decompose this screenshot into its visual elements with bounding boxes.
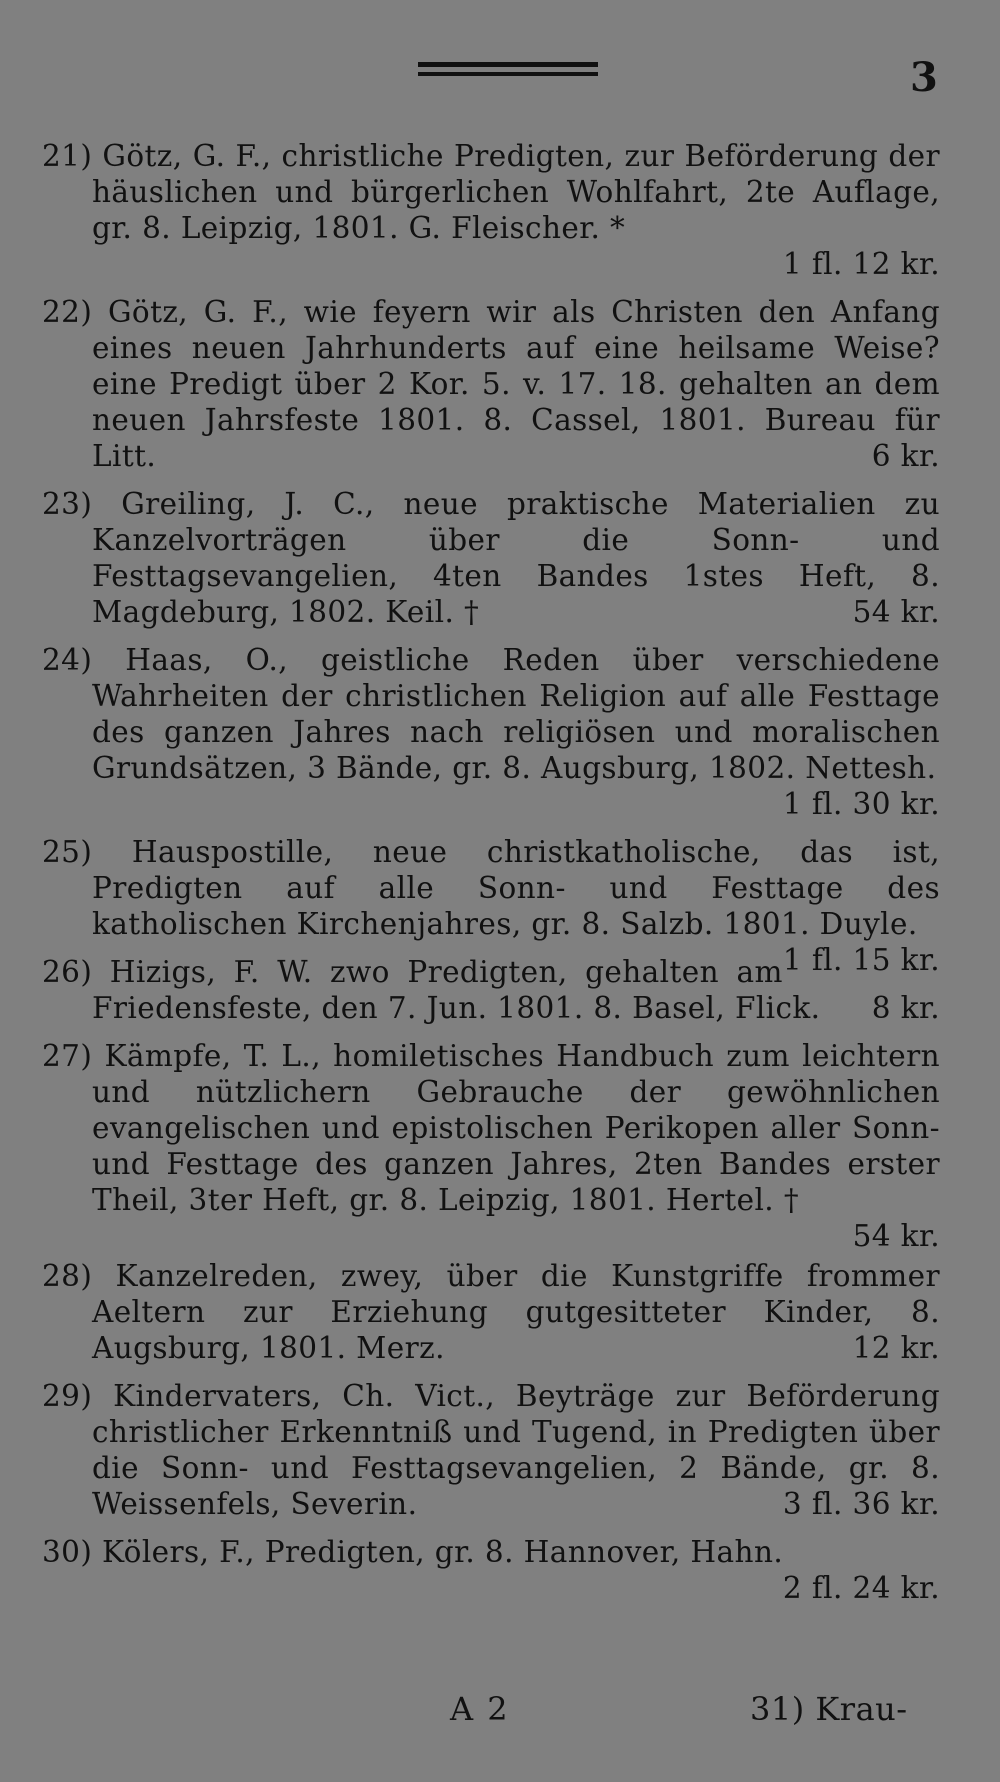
entry-price: 1 fl. 30 kr.	[782, 787, 940, 821]
list-item	[40, 294, 940, 474]
catchword: 31) Krau-	[750, 1690, 908, 1728]
entry-price: 54 kr.	[852, 595, 940, 629]
entry-text: 23) Greiling, J. C., neue praktische Materialien zu Kanzelvorträgen über die Sonn- und Festtagsevangelien, 4ten Bandes 1stes Heft, 8. Magdeburg, 1802. Keil. †	[42, 487, 940, 629]
list-item	[40, 1038, 940, 1254]
entry-price: 6 kr.	[871, 439, 940, 473]
entry-text: 25) Hauspostille, neue christkatholische, das ist, Predigten auf alle Sonn- und Festtage des katholischen Kirchenjahres, gr. 8. Salzb. 1801. Duyle.	[42, 835, 940, 941]
entry-price: 12 kr.	[852, 1331, 940, 1365]
entry-price: 54 kr.	[852, 1219, 940, 1253]
list-item	[40, 486, 940, 630]
entry-text: 30) Kölers, F., Predigten, gr. 8. Hannover, Hahn.	[42, 1535, 784, 1569]
list-item	[40, 954, 940, 1026]
header-rule	[418, 62, 598, 76]
bibliography-list	[40, 138, 940, 1606]
entry-price: 8 kr.	[871, 991, 940, 1025]
entry-text: 26) Hizigs, F. W. zwo Predigten, gehalten am Friedensfeste, den 7. Jun. 1801. 8. Basel, Flick.	[42, 955, 821, 1025]
entry-text: 24) Haas, O., geistliche Reden über verschiedene Wahrheiten der christlichen Religion auf alle Festtage des ganzen Jahres nach religiösen und moralischen Grundsätzen, 3 Bände, gr. 8. Augsburg, 1802. Nettesh.	[42, 643, 940, 785]
list-item	[40, 642, 940, 822]
entry-text: 28) Kanzelreden, zwey, über die Kunstgriffe frommer Aeltern zur Erziehung gutgesitteter Kinder, 8. Augsburg, 1801. Merz.	[42, 1259, 940, 1365]
list-item	[40, 1378, 940, 1522]
entry-price: 3 fl. 36 kr.	[782, 1487, 940, 1521]
entry-text: 29) Kindervaters, Ch. Vict., Beyträge zur Beförderung christlicher Erkenntniß und Tugend, in Predigten über die Sonn- und Festtagsevangelien, 2 Bände, gr. 8. Weissenfels, Severin.	[42, 1379, 940, 1521]
list-item	[40, 138, 940, 282]
entry-text: 22) Götz, G. F., wie feyern wir als Christen den Anfang eines neuen Jahrhunderts auf eine heilsame Weise? eine Predigt über 2 Kor. 5. v. 17. 18. gehalten an dem neuen Jahrsfeste 1801. 8. Cassel, 1801. Bureau für Litt.	[42, 295, 940, 473]
entry-price: 1 fl. 15 kr.	[782, 943, 940, 977]
list-item	[40, 1534, 940, 1606]
entry-price: 1 fl. 12 kr.	[782, 247, 940, 281]
list-item	[40, 834, 940, 977]
page-number: 3	[910, 54, 938, 101]
list-item	[40, 1258, 940, 1366]
entry-text: 27) Kämpfe, T. L., homiletisches Handbuch zum leichtern und nützlichern Gebrauche der gewöhnlichen evangelischen und epistolischen Perikopen aller Sonn- und Festtage des ganzen Jahres, 2ten Bandes erster Theil, 3ter Heft, gr. 8. Leipzig, 1801. Hertel. †	[42, 1039, 940, 1217]
entry-text: 21) Götz, G. F., christliche Predigten, zur Beförderung der häuslichen und bürgerlichen Wohlfahrt, 2te Auflage, gr. 8. Leipzig, 1801. G. Fleischer. *	[42, 139, 940, 245]
signature-mark: A 2	[450, 1690, 510, 1728]
entry-price: 2 fl. 24 kr.	[782, 1571, 940, 1605]
